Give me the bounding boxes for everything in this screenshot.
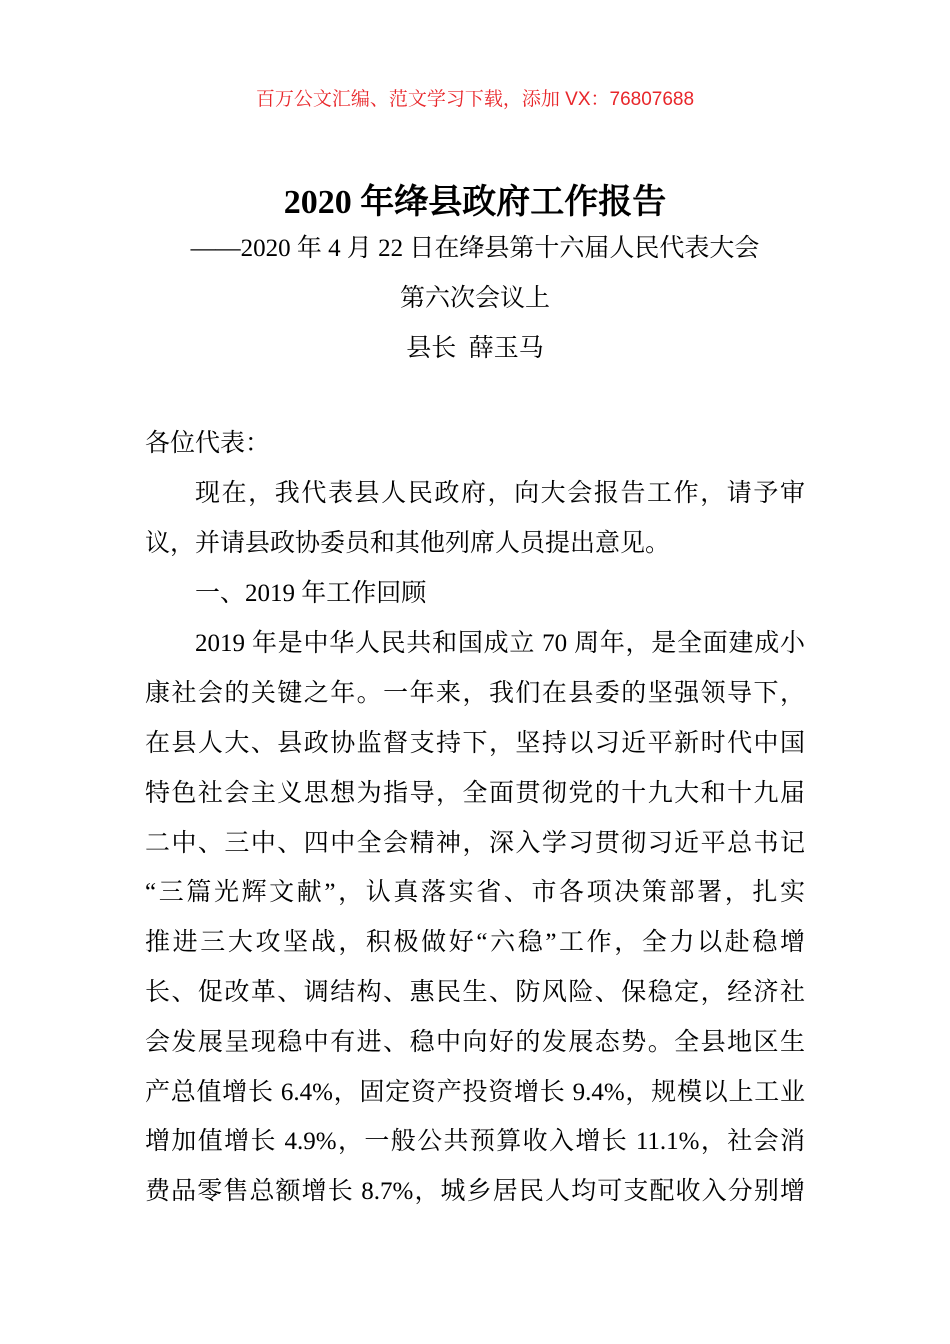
- body-line: 在县人大、县政协监督支持下，坚持以习近平新时代中国: [145, 730, 805, 757]
- subtitle-line-1: ——2020 年 4 月 22 日在绛县第十六届人民代表大会: [190, 235, 760, 262]
- section-heading: 一、2019 年工作回顾: [195, 580, 427, 607]
- document-title: 2020 年绛县政府工作报告: [283, 184, 667, 221]
- body-line: 推进三大攻坚战，积极做好“六稳”工作，全力以赴稳增: [145, 929, 805, 956]
- body-line: 长、促改革、调结构、惠民生、防风险、保稳定，经济社: [145, 979, 805, 1006]
- body-line: 增加值增长 4.9%，一般公共预算收入增长 11.1%，社会消: [145, 1128, 805, 1155]
- salutation: 各位代表：: [145, 430, 271, 457]
- body-line: 产总值增长 6.4%，固定资产投资增长 9.4%，规模以上工业: [145, 1079, 805, 1106]
- body-line: 2019 年是中华人民共和国成立 70 周年，是全面建成小: [195, 630, 805, 657]
- body-line: 康社会的关键之年。一年来，我们在县委的坚强领导下，: [145, 680, 805, 707]
- body-line: 现在，我代表县人民政府，向大会报告工作，请予审: [195, 480, 805, 507]
- subtitle-line-2: 第六次会议上: [399, 285, 550, 312]
- body-line: “三篇光辉文献”，认真落实省、市各项决策部署，扎实: [145, 879, 805, 906]
- body-line: 费品零售总额增长 8.7%，城乡居民人均可支配收入分别增: [145, 1178, 805, 1205]
- author: 县长 薛玉马: [406, 335, 544, 362]
- body-line: 议，并请县政协委员和其他列席人员提出意见。: [145, 530, 671, 557]
- body-line: 二中、三中、四中全会精神，深入学习贯彻习近平总书记: [145, 830, 805, 857]
- body-line: 会发展呈现稳中有进、稳中向好的发展态势。全县地区生: [145, 1029, 805, 1056]
- body-line: 特色社会主义思想为指导，全面贯彻党的十九大和十九届: [145, 780, 805, 807]
- watermark-banner: 百万公文汇编、范文学习下载，添加 VX：76807688: [255, 89, 695, 110]
